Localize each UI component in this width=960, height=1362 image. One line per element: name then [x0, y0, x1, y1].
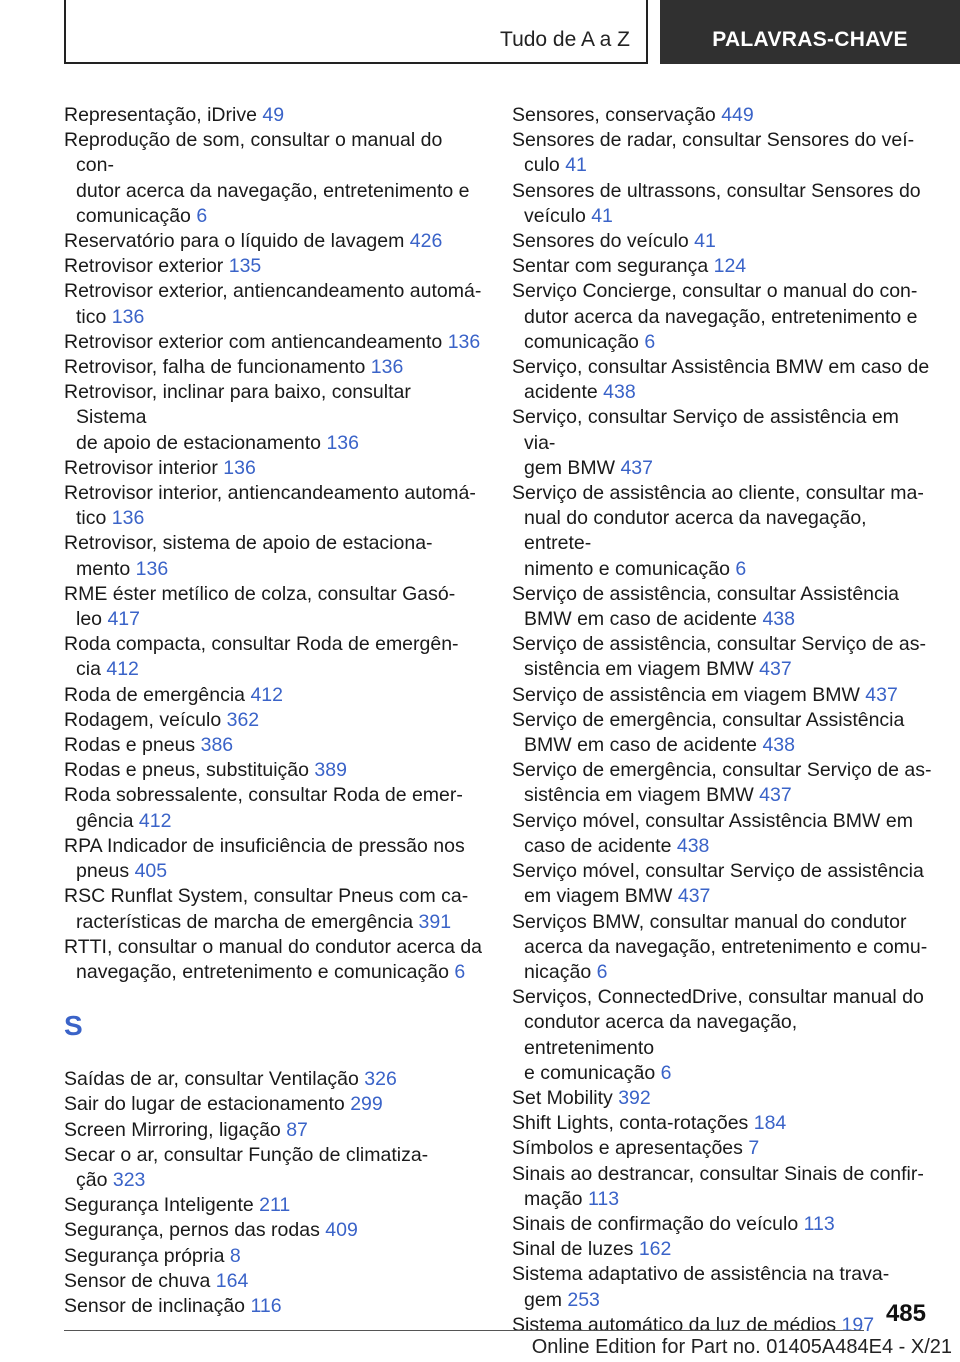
page-reference-link[interactable]: 437	[759, 784, 792, 807]
page-reference-link[interactable]: 412	[106, 658, 139, 681]
page-reference-link[interactable]: 136	[370, 356, 404, 379]
page-reference-link[interactable]: 6	[735, 557, 747, 580]
page-reference-link[interactable]: 391	[418, 910, 452, 933]
page-reference-link[interactable]: 438	[762, 734, 795, 757]
index-entry	[64, 834, 484, 884]
index-entry-text: Shift Lights, conta-rotações	[512, 1112, 754, 1135]
index-entry-text: Roda compacta, consultar Roda de emergên‐ cia	[64, 633, 459, 681]
page-reference-link[interactable]: 184	[753, 1112, 787, 1135]
index-entry-text: Sinais de confirmação do veículo	[512, 1212, 804, 1235]
page-reference-link[interactable]: 136	[447, 330, 481, 353]
index-entry	[512, 481, 932, 582]
page-reference-link[interactable]: 116	[250, 1294, 282, 1317]
page-reference-link[interactable]: 113	[587, 1187, 620, 1210]
page-reference-link[interactable]: 449	[721, 104, 754, 126]
page-reference-link[interactable]: 49	[262, 104, 285, 126]
index-entry	[64, 1067, 484, 1092]
index-entry	[64, 229, 484, 254]
index-entry	[64, 1092, 484, 1117]
index-entry	[512, 355, 932, 405]
index-entry-text: Retrovisor, falha de funcionamento	[64, 356, 371, 379]
page-reference-link[interactable]: 211	[259, 1194, 291, 1217]
index-entry	[512, 758, 932, 808]
index-entry-text: Serviços, ConnectedDrive, consultar manual do condutor acerca da navegação, entretenimento e comunicação	[512, 986, 924, 1084]
page-reference-link[interactable]: 164	[215, 1269, 249, 1292]
index-entry-text: Serviço de assistência, consultar Assistência BMW em caso de acidente	[512, 582, 899, 631]
index-entry-text: Serviço de emergência, consultar Assistência BMW em caso de acidente	[512, 708, 905, 757]
index-entry-text: Segurança Inteligente	[64, 1194, 260, 1217]
index-entry	[64, 1294, 484, 1319]
page-reference-link[interactable]: 6	[596, 960, 608, 983]
page-reference-link[interactable]: 136	[111, 507, 145, 530]
page-reference-link[interactable]: 41	[694, 230, 716, 253]
index-entry-text: Retrovisor, sistema de apoio de estaciona‐ mento	[64, 532, 433, 580]
page-reference-link[interactable]: 136	[326, 431, 359, 454]
page-reference-link[interactable]: 438	[762, 608, 795, 631]
index-entry	[64, 708, 484, 733]
index-entry	[64, 884, 484, 934]
page-reference-link[interactable]: 8	[229, 1244, 241, 1267]
index-entry-text: Sinais ao destrancar, consultar Sinais de confir‐ mação	[512, 1162, 924, 1210]
index-entry	[64, 128, 484, 229]
chapter-title: PALAVRAS-CHAVE	[712, 28, 908, 51]
index-entry	[64, 1218, 484, 1243]
index-entry	[512, 582, 932, 632]
page-reference-link[interactable]: 437	[677, 885, 711, 908]
page-number: 485	[885, 1300, 926, 1327]
index-entry	[64, 1269, 484, 1294]
page-reference-link[interactable]: 6	[660, 1061, 672, 1084]
index-entry	[512, 1111, 932, 1136]
index-entry-text: Sair do lugar de estacionamento	[64, 1093, 351, 1116]
index-entry-text: Screen Mirroring, ligação	[64, 1118, 287, 1141]
index-entry-text: Sinal de luzes	[512, 1238, 639, 1261]
page-reference-link[interactable]: 412	[250, 683, 283, 706]
page-reference-link[interactable]: 41	[565, 154, 587, 177]
page-reference-link[interactable]: 417	[107, 608, 140, 631]
index-entry-text: Set Mobility	[512, 1086, 619, 1109]
index-entry-text: Serviço de assistência em viagem BMW	[512, 683, 866, 706]
index-entry-text: Sistema automático da luz de médios	[512, 1313, 842, 1336]
index-entry-text: Segurança, pernos das rodas	[64, 1219, 326, 1242]
index-entry	[512, 1262, 932, 1312]
index-entry-text: RTTI, consultar o manual do condutor acerca da navegação, entretenimento e comunicação	[64, 935, 483, 983]
index-entry-text: Representação, iDrive	[64, 104, 263, 126]
index-entry	[512, 1237, 932, 1262]
index-entry	[64, 380, 484, 456]
index-entry-text: RSC Runflat System, consultar Pneus com ca‐ racterísticas de marcha de emergência	[64, 885, 469, 933]
index-list-r	[64, 103, 484, 985]
index-entry-text: Sensor de chuva	[64, 1269, 216, 1292]
index-entry-text: Roda sobressalente, consultar Roda de emer‐ gência	[64, 784, 463, 832]
page-reference-link[interactable]: 405	[134, 860, 168, 883]
index-entry-text: Retrovisor interior	[64, 456, 224, 479]
index-entry	[512, 708, 932, 758]
index-entry-text: Serviço de emergência, consultar Serviço de as‐ sistência em viagem BMW	[512, 759, 932, 807]
index-entry-text: Serviço Concierge, consultar o manual do con‐ dutor acerca da navegação, entretenimento e comunicação	[512, 280, 918, 353]
index-entry	[64, 254, 484, 279]
index-entry	[64, 481, 484, 531]
page-reference-link[interactable]: 87	[286, 1118, 308, 1141]
index-entry	[512, 254, 932, 279]
index-entry	[512, 985, 932, 1086]
index-entry-text: Retrovisor, inclinar para baixo, consultar Sistema de apoio de estacionamento	[64, 381, 411, 454]
index-entry-text: Secar o ar, consultar Função de climatiza‐ ção	[64, 1143, 429, 1191]
index-entry-text: Serviço móvel, consultar Assistência BMW em caso de acidente	[512, 809, 913, 857]
index-entry-text: Sistema adaptativo de assistência na trava‐ gem	[512, 1263, 890, 1311]
index-entry	[64, 632, 484, 682]
index-entry	[64, 103, 484, 128]
page-reference-link[interactable]: 386	[200, 734, 234, 757]
index-entry-text: Reprodução de som, consultar o manual do con‐ dutor acerca da navegação, entretenimento e comunicação	[64, 129, 470, 227]
index-entry	[64, 1244, 484, 1269]
index-entry-text: Retrovisor exterior, antiencandeamento automá‐ tico	[64, 280, 482, 328]
index-entry	[512, 1086, 932, 1111]
index-entry	[512, 103, 932, 128]
index-entry	[64, 582, 484, 632]
page-reference-link[interactable]: 136	[111, 305, 145, 328]
page-reference-link[interactable]: 326	[364, 1068, 397, 1091]
page-reference-link[interactable]: 7	[748, 1137, 760, 1160]
index-entry-text: Serviço de assistência, consultar Serviço de as‐ sistência em viagem BMW	[512, 633, 927, 681]
footer-divider	[64, 1330, 864, 1331]
page-reference-link[interactable]: 438	[676, 834, 710, 857]
index-entry	[512, 859, 932, 909]
page-reference-link[interactable]: 162	[638, 1238, 672, 1261]
page-reference-link[interactable]: 136	[135, 557, 169, 580]
index-entry-text: Segurança própria	[64, 1244, 230, 1267]
page-reference-link[interactable]: 135	[228, 255, 262, 278]
index-entry-text: Serviço, consultar Assistência BMW em caso de acidente	[512, 356, 930, 404]
page-reference-link[interactable]: 6	[454, 960, 466, 983]
section-tab	[64, 0, 648, 64]
page-reference-link[interactable]: 392	[618, 1086, 651, 1109]
page-reference-link[interactable]: 113	[803, 1212, 835, 1235]
page-reference-link[interactable]: 437	[865, 683, 898, 706]
page-reference-link[interactable]: 253	[567, 1288, 600, 1311]
index-entry-text: Retrovisor interior, antiencandeamento automá‐ tico	[64, 482, 476, 530]
page-reference-link[interactable]: 323	[112, 1168, 146, 1191]
page-reference-link[interactable]: 197	[841, 1313, 875, 1336]
page-reference-link[interactable]: 412	[138, 809, 172, 832]
index-entry	[64, 330, 484, 355]
index-list-s	[64, 1067, 484, 1319]
index-entry-text: Rodagem, veículo	[64, 708, 227, 731]
index-entry	[64, 733, 484, 758]
index-entry-text: Sensores, conservação	[512, 104, 722, 126]
page-reference-link[interactable]: 426	[409, 230, 443, 253]
index-entry	[512, 405, 932, 481]
page-reference-link[interactable]: 136	[223, 456, 256, 479]
index-entry	[512, 683, 932, 708]
index-entry	[64, 355, 484, 380]
index-entry	[512, 910, 932, 986]
section-title: Tudo de A a Z	[500, 28, 630, 51]
page-reference-link[interactable]: 389	[314, 759, 347, 782]
index-entry-text: Retrovisor exterior com antiencandeamento	[64, 330, 448, 353]
page-reference-link[interactable]: 299	[350, 1093, 383, 1116]
index-list-right	[512, 103, 932, 1338]
index-entry	[64, 758, 484, 783]
index-entry	[64, 279, 484, 329]
left-column	[64, 103, 484, 1319]
index-entry-text: Sensores de radar, consultar Sensores do veí‐ culo	[512, 129, 915, 177]
index-entry-text: RME éster metílico de colza, consultar Gasó‐ leo	[64, 582, 456, 631]
index-entry-text: Saídas de ar, consultar Ventilação	[64, 1068, 365, 1091]
index-entry-text: Reservatório para o líquido de lavagem	[64, 230, 410, 253]
chapter-tab	[660, 0, 960, 64]
index-entry	[512, 128, 932, 178]
index-entry	[512, 1162, 932, 1212]
index-entry	[64, 1143, 484, 1193]
page-reference-link[interactable]: 41	[591, 204, 613, 227]
index-entry-text: Serviços BMW, consultar manual do condutor acerca da navegação, entretenimento e comu‐ nicação	[512, 910, 928, 983]
index-entry	[512, 1212, 932, 1237]
index-entry-text: Sentar com segurança	[512, 255, 714, 278]
index-entry	[512, 179, 932, 229]
index-entry	[64, 783, 484, 833]
index-entry	[64, 456, 484, 481]
index-entry-text: Serviço de assistência ao cliente, consultar ma‐ nual do condutor acerca da navegação, entrete‐ nimento e comunicação	[512, 482, 924, 580]
index-entry-text: Símbolos e apresentações	[512, 1137, 749, 1160]
index-entry-text: Serviço, consultar Serviço de assistência em via‐ gem BMW	[512, 406, 899, 479]
index-entry-text: Rodas e pneus	[64, 734, 201, 757]
page-reference-link[interactable]: 362	[226, 708, 260, 731]
index-entry	[512, 632, 932, 682]
index-entry	[512, 279, 932, 355]
index-entry-text: Sensores de ultrassons, consultar Sensores do veículo	[512, 179, 921, 227]
right-column	[512, 103, 932, 1338]
page-reference-link[interactable]: 409	[325, 1219, 358, 1242]
page-reference-link[interactable]: 438	[603, 381, 636, 404]
index-entry	[64, 935, 484, 985]
index-entry	[64, 683, 484, 708]
index-entry-text: RPA Indicador de insuficiência de pressão nos pneus	[64, 834, 465, 883]
index-entry	[512, 1313, 932, 1338]
page-reference-link[interactable]: 124	[713, 255, 747, 278]
index-entry	[512, 229, 932, 254]
index-entry-text: Sensor de inclinação	[64, 1294, 251, 1317]
index-entry	[512, 809, 932, 859]
index-entry-text: Roda de emergência	[64, 683, 251, 706]
page-reference-link[interactable]: 6	[196, 204, 208, 227]
index-entry-text: Retrovisor exterior	[64, 255, 229, 278]
index-entry-text: Rodas e pneus, substituição	[64, 759, 315, 782]
page-reference-link[interactable]: 437	[620, 456, 653, 479]
index-entry-text: Sensores do veículo	[512, 230, 695, 253]
page-reference-link[interactable]: 6	[644, 330, 656, 353]
section-letter-s: S	[64, 1010, 83, 1042]
index-entry	[64, 1118, 484, 1143]
index-entry	[64, 1193, 484, 1218]
page-reference-link[interactable]: 437	[759, 658, 792, 681]
footer-edition: Online Edition for Part no. 01405A484E4 - X/21	[531, 1336, 952, 1358]
index-entry-text: Serviço móvel, consultar Serviço de assistência em viagem BMW	[512, 860, 924, 908]
index-entry	[512, 1136, 932, 1161]
index-entry	[64, 531, 484, 581]
